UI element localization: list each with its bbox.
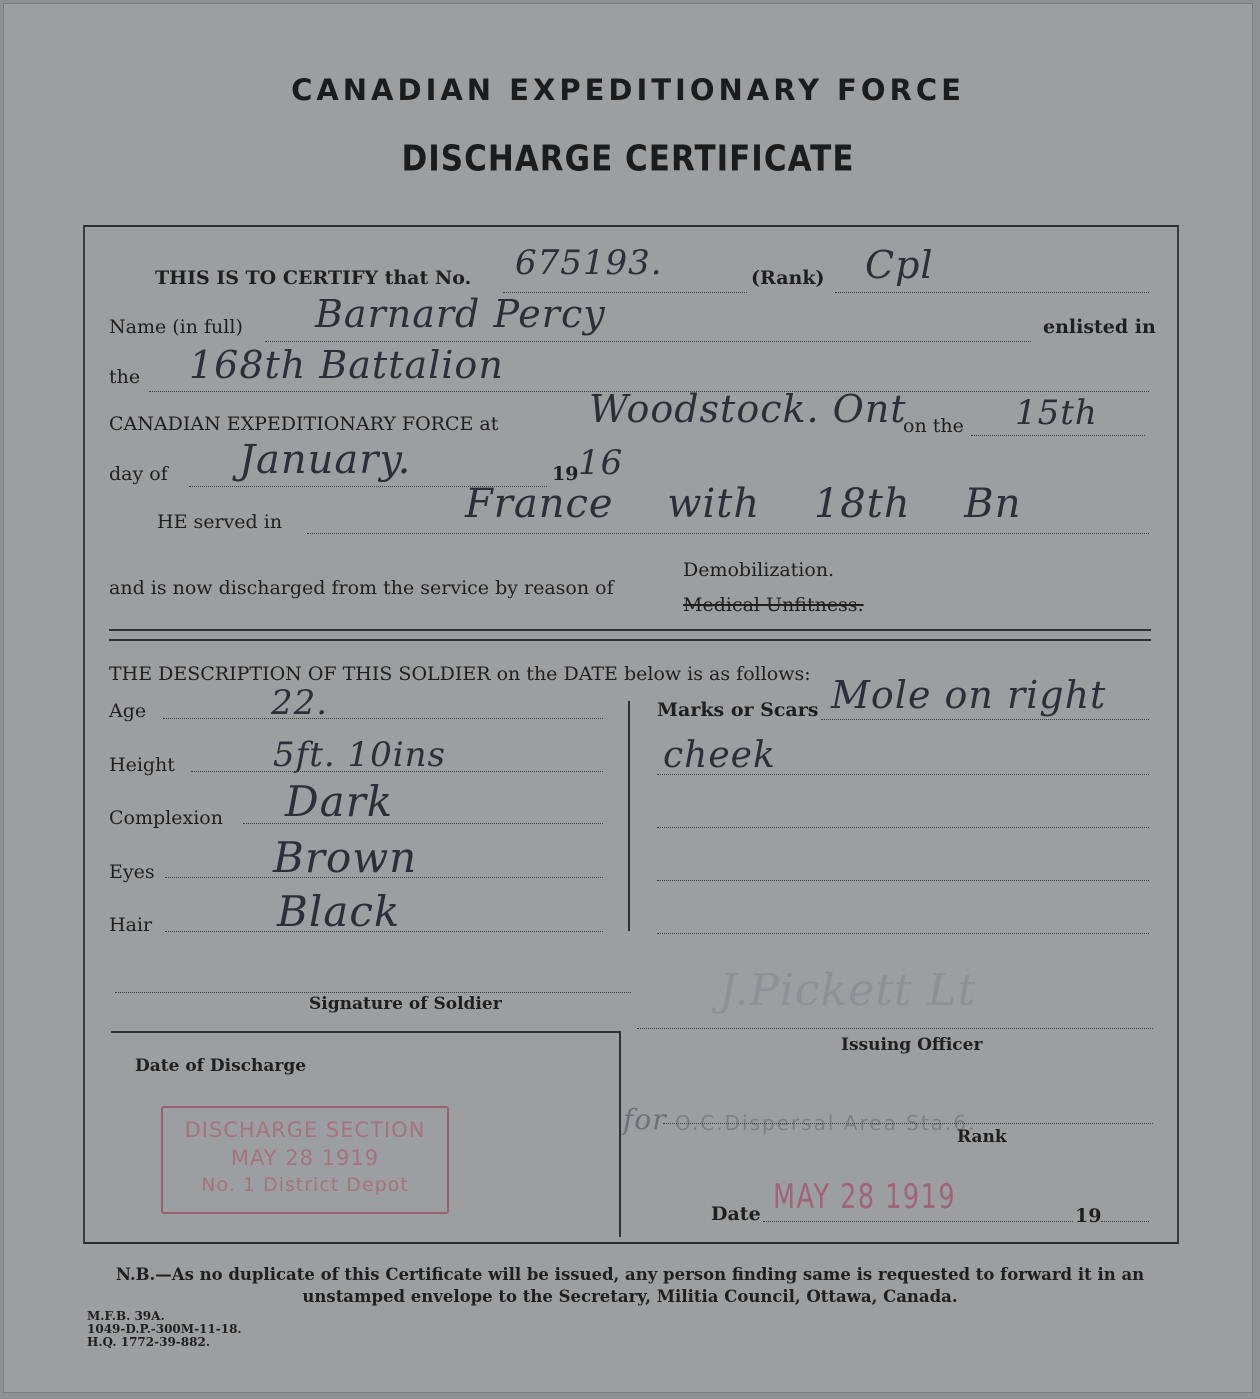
soldier-number: 675193. — [515, 243, 663, 283]
issuing-officer-label: Issuing Officer — [841, 1035, 983, 1055]
marks-line-1 — [821, 719, 1149, 720]
discharge-section-stamp — [161, 1106, 449, 1214]
complexion-label: Complexion — [109, 807, 223, 829]
cef-label: CANADIAN EXPEDITIONARY FORCE at — [109, 413, 499, 435]
height-label: Height — [109, 754, 175, 776]
marks-value-2: cheek — [663, 735, 776, 776]
marks-line-5 — [657, 933, 1149, 934]
rank-line — [663, 1123, 1153, 1124]
date-label: Date — [711, 1203, 761, 1225]
the-label: the — [109, 366, 141, 388]
rank-line — [835, 292, 1149, 293]
age-line — [163, 718, 603, 719]
soldier-name: Barnard Percy — [315, 292, 606, 336]
marks-line-4 — [657, 880, 1149, 881]
reason-label: and is now discharged from the service by reason of — [109, 577, 614, 599]
enlisted-label: enlisted in — [1043, 316, 1156, 338]
reason-demobilization: Demobilization. — [683, 559, 835, 581]
eyes-label: Eyes — [109, 861, 155, 883]
enlistment-month: January. — [239, 437, 412, 483]
day-line — [971, 435, 1145, 436]
complexion-value: Dark — [285, 777, 394, 826]
stamp-line-2: MAY 28 1919 — [230, 1146, 380, 1170]
form-code-1: M.F.B. 39A. — [87, 1309, 165, 1323]
description-heading: THE DESCRIPTION OF THIS SOLDIER on the DATE below is as follows: — [109, 663, 811, 685]
year-prefix: 19 — [552, 463, 579, 485]
marks-label: Marks or Scars — [657, 699, 819, 721]
enlistment-day: 15th — [1015, 393, 1098, 433]
form-code-2: 1049-D.P.-300M-11-18. — [87, 1322, 242, 1336]
unit-value: 168th Battalion — [189, 343, 504, 387]
divider-lower — [109, 639, 1151, 641]
stamp-line-3: No. 1 District Depot — [201, 1174, 409, 1196]
lower-section-top-rule — [111, 1031, 619, 1033]
date-of-discharge-label: Date of Discharge — [135, 1056, 307, 1076]
reason-medical-unfitness: Medical Unfitness. — [683, 594, 864, 616]
soldier-signature-line — [115, 992, 631, 993]
certificate-page — [3, 3, 1253, 1393]
served-value: France with 18th Bn — [465, 481, 1022, 527]
eyes-value: Brown — [273, 833, 418, 882]
name-label: Name (in full) — [109, 316, 243, 338]
day-of-label: day of — [109, 463, 168, 485]
age-label: Age — [109, 700, 147, 722]
rank-prefix: for — [623, 1103, 667, 1136]
served-line — [307, 533, 1149, 534]
hair-label: Hair — [109, 914, 153, 936]
on-the-label: on the — [903, 415, 964, 437]
header-subtitle: DISCHARGE CERTIFICATE — [401, 138, 855, 180]
nb-line-2: unstamped envelope to the Secretary, Militia Council, Ottawa, Canada. — [302, 1287, 958, 1306]
hair-value: Black — [277, 887, 401, 936]
marks-value-1: Mole on right — [831, 673, 1107, 717]
date-stamp: MAY 28 1919 — [773, 1177, 957, 1217]
form-codes — [87, 1310, 242, 1349]
certify-label: THIS IS TO CERTIFY that No. — [155, 267, 472, 289]
officer-rank-value: O.C.Dispersal Area Sta.6. — [675, 1111, 977, 1135]
enlistment-place: Woodstock. Ont — [589, 387, 907, 431]
officer-signature-line — [637, 1028, 1153, 1029]
soldier-signature-label: Signature of Soldier — [309, 994, 502, 1014]
date-line — [763, 1221, 1073, 1222]
nb-line-1: N.B.—As no duplicate of this Certificate will be issued, any person finding same is requested to forward it in an — [115, 1265, 1145, 1284]
name-line — [265, 341, 1031, 342]
description-column-divider — [628, 701, 630, 931]
date-year-line — [1101, 1221, 1149, 1222]
header-title: CANADIAN EXPEDITIONARY FORCE — [291, 73, 965, 107]
form-code-3: H.Q. 1772-39-882. — [87, 1335, 211, 1349]
stamp-line-1: DISCHARGE SECTION — [184, 1118, 426, 1142]
divider-upper — [109, 629, 1151, 631]
year-suffix: 16 — [578, 443, 624, 483]
rank-label: (Rank) — [751, 267, 825, 289]
lower-section-divider — [619, 1031, 621, 1237]
marks-line-3 — [657, 827, 1149, 828]
date-year-label: 19 — [1075, 1205, 1102, 1227]
height-value: 5ft. 10ins — [273, 735, 446, 775]
rank-value: Cpl — [865, 243, 934, 287]
served-label: HE served in — [157, 511, 283, 533]
officer-rank-label: Rank — [957, 1127, 1007, 1147]
age-value: 22. — [271, 683, 329, 723]
officer-signature: J.Pickett Lt — [719, 965, 977, 1016]
